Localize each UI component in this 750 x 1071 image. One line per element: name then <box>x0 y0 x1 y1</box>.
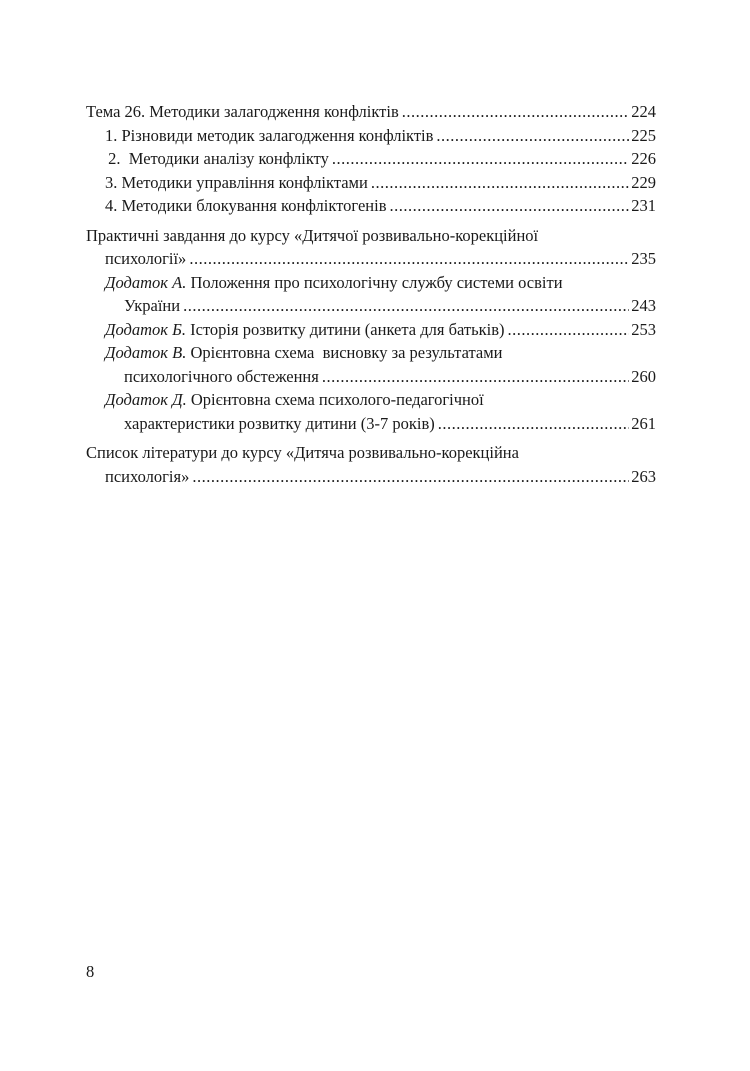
toc-entry-appendix-a[interactable] <box>86 271 656 318</box>
toc-entry-appendix-v[interactable] <box>86 341 656 388</box>
toc-entry-appendix-d[interactable] <box>86 388 656 435</box>
toc-entry-title: 1. Різновиди методик залагодження конфліктів <box>105 125 434 145</box>
toc-leader-dots <box>332 147 629 171</box>
toc-entry-page: 231 <box>631 196 656 215</box>
toc-entry-appendix-b[interactable] <box>86 318 656 342</box>
toc-entry-title: Тема 26. Методики залагодження конфліктів <box>86 102 399 121</box>
toc-entry-page: 225 <box>631 125 656 145</box>
toc-entry-page: 263 <box>631 466 656 486</box>
toc-entry-references[interactable] <box>86 441 656 488</box>
toc-leader-dots <box>192 465 629 489</box>
toc-leader-dots <box>390 194 630 218</box>
toc-entry-1[interactable] <box>86 124 656 148</box>
toc-entry-page: 226 <box>631 149 656 168</box>
toc-entry-title: 2. Методики аналізу конфлікту <box>104 149 329 168</box>
appendix-label: Додаток Д. <box>105 390 187 409</box>
toc-entry-title-line2: України <box>124 296 181 315</box>
toc-leader-dots <box>402 100 630 124</box>
toc-entry-4[interactable] <box>86 194 656 218</box>
appendix-label: Додаток Б. <box>105 319 186 339</box>
toc-entry-title: 3. Методики управління конфліктами <box>105 172 368 192</box>
toc-entry-3[interactable] <box>86 171 656 195</box>
toc-leader-dots <box>371 171 629 195</box>
table-of-contents <box>86 100 656 488</box>
toc-entry-page: 224 <box>631 102 656 121</box>
toc-leader-dots <box>438 412 630 436</box>
toc-entry-title: 4. Методики блокування конфліктогенів <box>105 196 387 215</box>
appendix-label: Додаток А. <box>105 272 187 292</box>
toc-entry-title-line1: Положення про психологічну службу системи освіти <box>186 272 563 292</box>
toc-leader-dots <box>189 247 629 271</box>
toc-entry-topic-26[interactable] <box>86 100 656 124</box>
toc-entry-title-line1: Орієнтовна схема висновку за результатами <box>186 343 503 362</box>
toc-entry-title-line1: Список літератури до курсу «Дитяча розвивально-корекційна <box>86 443 519 462</box>
toc-entry-title: Історія розвитку дитини (анкета для батьків) <box>186 319 505 339</box>
toc-entry-title-line2: психологічного обстеження <box>124 366 319 386</box>
toc-entry-practical-tasks[interactable] <box>86 224 656 271</box>
toc-leader-dots <box>322 365 629 389</box>
toc-leader-dots <box>183 294 629 318</box>
toc-entry-page: 243 <box>631 296 656 315</box>
toc-entry-page: 253 <box>631 319 656 339</box>
toc-entry-title-line2: характеристики розвитку дитини (3-7 років) <box>124 413 435 433</box>
toc-entry-page: 260 <box>631 366 656 386</box>
page-number: 8 <box>86 962 95 981</box>
toc-entry-page: 229 <box>631 172 656 192</box>
toc-entry-2[interactable] <box>86 147 656 171</box>
toc-entry-title-line1: Практичні завдання до курсу «Дитячої розвивально-корекційної <box>86 225 539 245</box>
toc-entry-page: 261 <box>631 413 656 433</box>
toc-entry-title-line2: психологія» <box>105 466 190 486</box>
toc-entry-title-line1: Орієнтовна схема психолого-педагогічної <box>186 390 484 409</box>
toc-entry-page: 235 <box>631 249 656 268</box>
appendix-label: Додаток В. <box>105 343 187 362</box>
toc-entry-title-line2: психології» <box>105 249 187 268</box>
toc-leader-dots <box>508 318 630 342</box>
toc-leader-dots <box>436 124 629 148</box>
